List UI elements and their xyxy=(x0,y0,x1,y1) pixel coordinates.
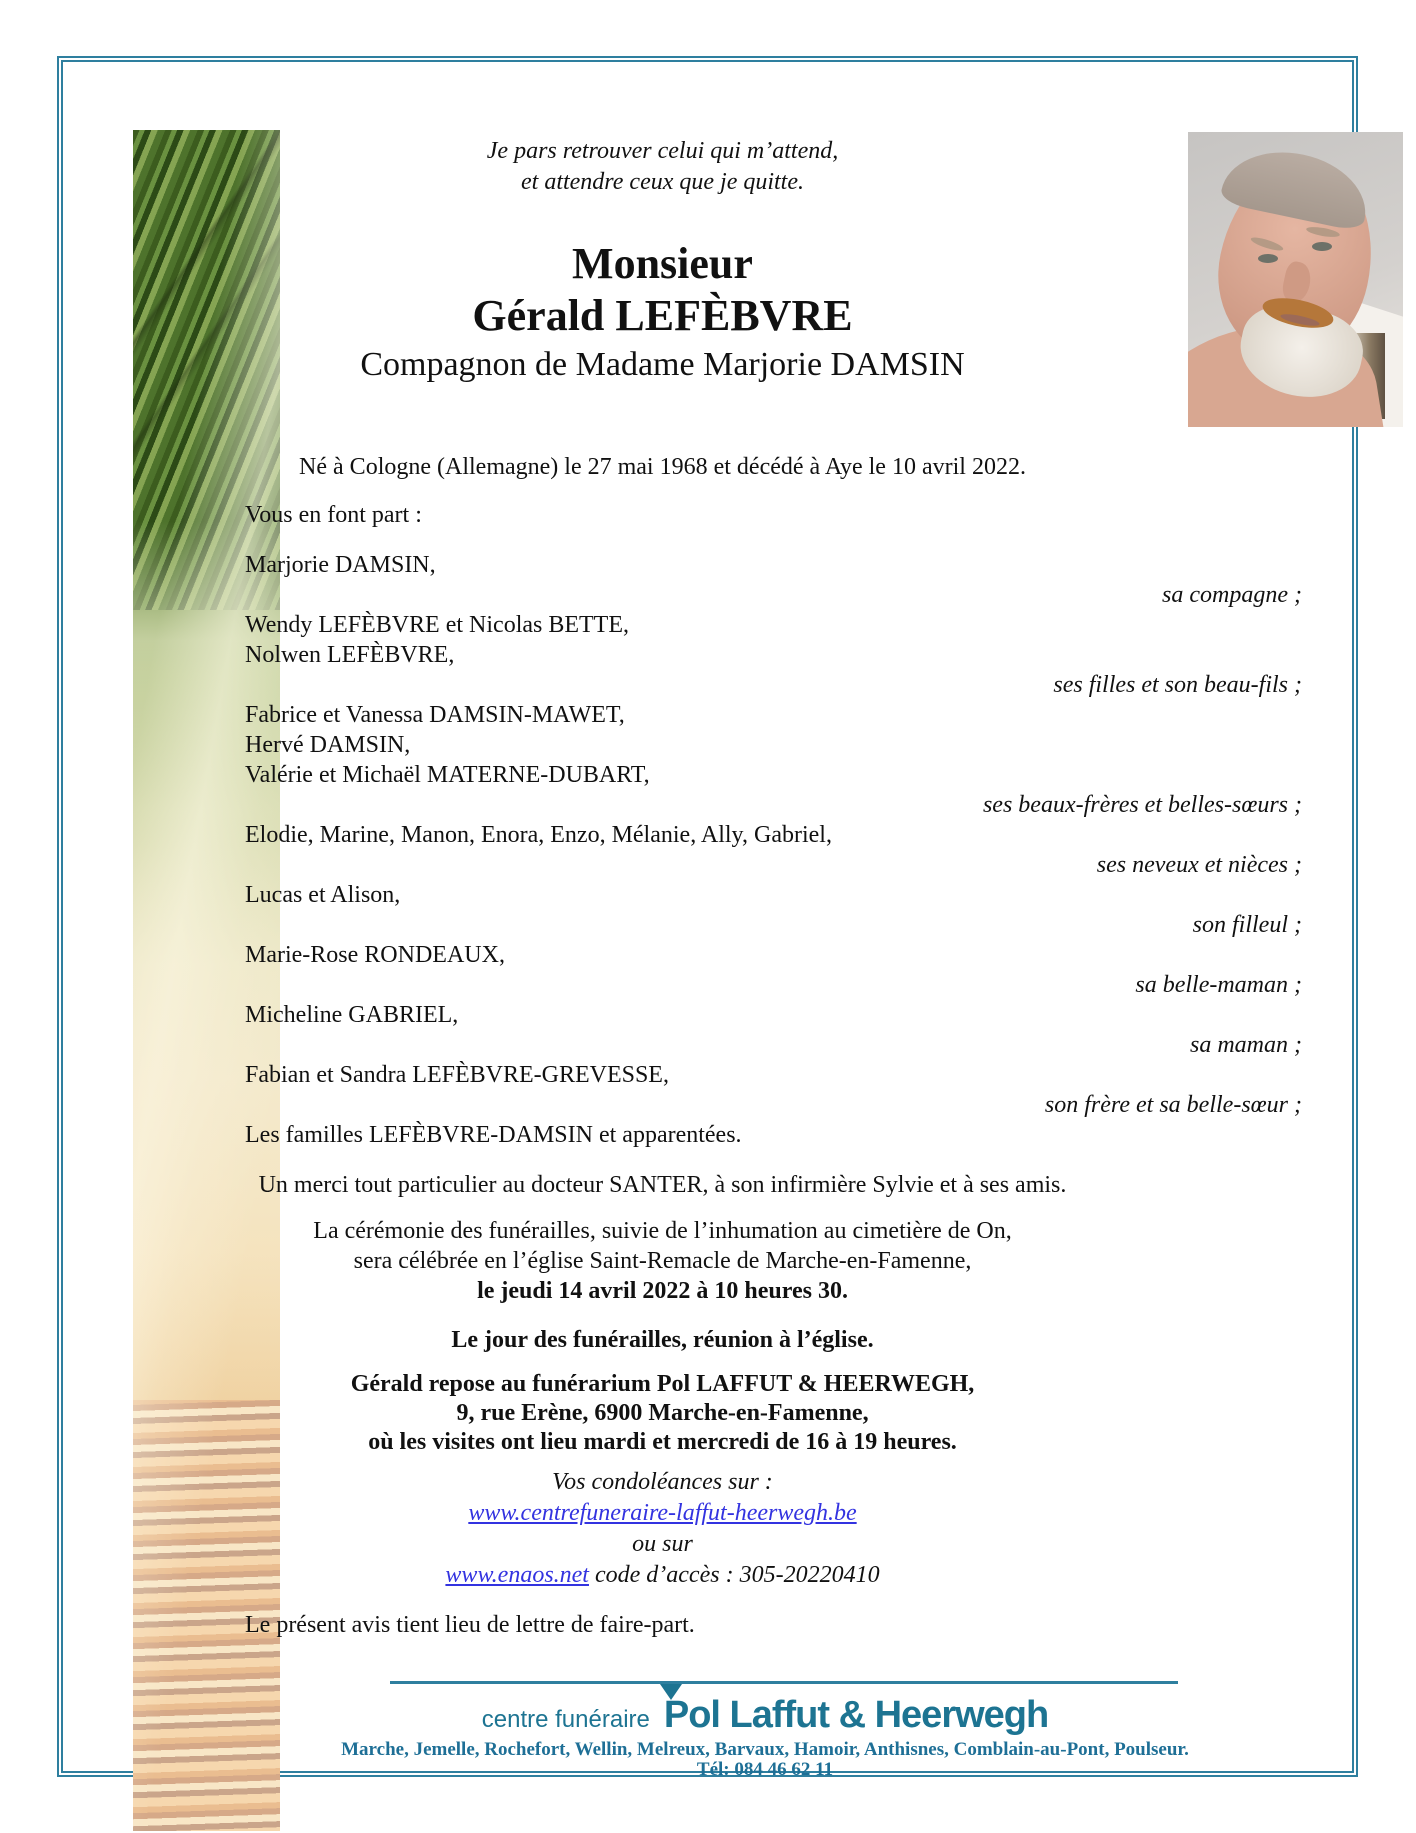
funerarium-visits: où les visites ont lieu mardi et mercredi de 16 à 19 heures. xyxy=(368,1429,957,1455)
family-name-line: Lucas et Alison, xyxy=(245,882,401,908)
family-relation-label: ses filles et son beau-fils ; xyxy=(1053,672,1302,698)
family-name-line: Les familles LEFÈBVRE-DAMSIN et apparentées. xyxy=(245,1122,742,1148)
legal-notice-line: Le présent avis tient lieu de lettre de faire-part. xyxy=(245,1612,695,1638)
announcement-intro: Vous en font part : xyxy=(245,502,422,528)
family-name-line: Nolwen LEFÈBVRE, xyxy=(245,642,455,668)
enaos-link[interactable]: www.enaos.net xyxy=(445,1562,589,1588)
family-name-line: Hervé DAMSIN, xyxy=(245,732,411,758)
quote-line-2: et attendre ceux que je quitte. xyxy=(521,169,804,195)
reunion-line: Le jour des funérailles, réunion à l’église. xyxy=(451,1327,874,1353)
partner-subtitle: Compagnon de Madame Marjorie DAMSIN xyxy=(360,346,965,383)
family-relation-label: sa maman ; xyxy=(1190,1032,1302,1058)
footer-divider-line xyxy=(390,1681,1178,1684)
family-relation-label: sa belle-maman ; xyxy=(1135,972,1302,998)
footer-cities-list: Marche, Jemelle, Rochefort, Wellin, Melreux, Barvaux, Hamoir, Anthisnes, Comblain-au-Pont, Poulseur. xyxy=(341,1739,1189,1760)
enaos-access-code: code d’accès : 305-20220410 xyxy=(594,1562,880,1588)
condolences-block xyxy=(245,1467,1080,1591)
funerarium-block xyxy=(245,1370,1080,1457)
family-relation-label: son frère et sa belle-sœur ; xyxy=(1044,1092,1302,1118)
condolences-intro: Vos condoléances sur : xyxy=(552,1469,773,1495)
funerarium-address: 9, rue Erène, 6900 Marche-en-Famenne, xyxy=(456,1400,869,1426)
family-name-line: Elodie, Marine, Manon, Enora, Enzo, Mélanie, Ally, Gabriel, xyxy=(245,822,832,848)
family-name-line: Wendy LEFÈBVRE et Nicolas BETTE, xyxy=(245,612,629,638)
family-name-line: Micheline GABRIEL, xyxy=(245,1002,459,1028)
family-relation-label: son filleul ; xyxy=(1192,912,1302,938)
family-name-line: Marjorie DAMSIN, xyxy=(245,552,436,578)
quote-line-1: Je pars retrouver celui qui m’attend, xyxy=(486,138,839,164)
condolences-link[interactable]: www.centrefuneraire-laffut-heerwegh.be xyxy=(468,1500,857,1526)
family-relation-label: ses beaux-frères et belles-sœurs ; xyxy=(982,792,1302,818)
portrait-eye-right xyxy=(1312,242,1332,251)
funerarium-line-1: Gérald repose au funérarium Pol LAFFUT & HEERWEGH, xyxy=(350,1371,975,1397)
title-block xyxy=(245,238,1080,388)
ceremony-line-1: La cérémonie des funérailles, suivie de l’inhumation au cimetière de On, xyxy=(313,1218,1012,1244)
family-name-line: Marie-Rose RONDEAUX, xyxy=(245,942,505,968)
family-relation-label: sa compagne ; xyxy=(1162,582,1302,608)
funeral-home-footer xyxy=(320,1686,1210,1779)
thanks-line: Un merci tout particulier au docteur SANTER, à son infirmière Sylvie et à ses amis. xyxy=(258,1172,1067,1198)
funeral-home-logo xyxy=(320,1694,1210,1736)
family-list xyxy=(245,550,1302,1150)
footer-phone: Tél: 084 46 62 11 xyxy=(696,1759,834,1780)
memorial-quote xyxy=(245,136,1080,198)
ceremony-block xyxy=(245,1216,1080,1306)
logo-triangle-icon xyxy=(660,1684,682,1700)
family-name-line: Fabrice et Vanessa DAMSIN-MAWET, xyxy=(245,702,625,728)
family-relation-label: ses neveux et nièces ; xyxy=(1096,852,1302,878)
birth-death-line: Né à Cologne (Allemagne) le 27 mai 1968 et décédé à Aye le 10 avril 2022. xyxy=(299,454,1026,480)
deceased-name: Gérald LEFÈBVRE xyxy=(472,291,853,340)
brand-prefix: centre funéraire xyxy=(481,1706,650,1733)
family-name-line: Valérie et Michaël MATERNE-DUBART, xyxy=(245,762,650,788)
portrait-eye-left xyxy=(1258,254,1278,263)
ceremony-line-2: sera célébrée en l’église Saint-Remacle de Marche-en-Famenne, xyxy=(353,1248,972,1274)
brand-name: Pol Laffut & Heerwegh xyxy=(663,1694,1049,1736)
condolences-or: ou sur xyxy=(632,1531,693,1557)
deceased-portrait-photo xyxy=(1188,132,1403,427)
family-name-line: Fabian et Sandra LEFÈBVRE-GREVESSE, xyxy=(245,1062,669,1088)
salutation: Monsieur xyxy=(572,239,753,288)
ceremony-date-line: le jeudi 14 avril 2022 à 10 heures 30. xyxy=(477,1278,848,1304)
